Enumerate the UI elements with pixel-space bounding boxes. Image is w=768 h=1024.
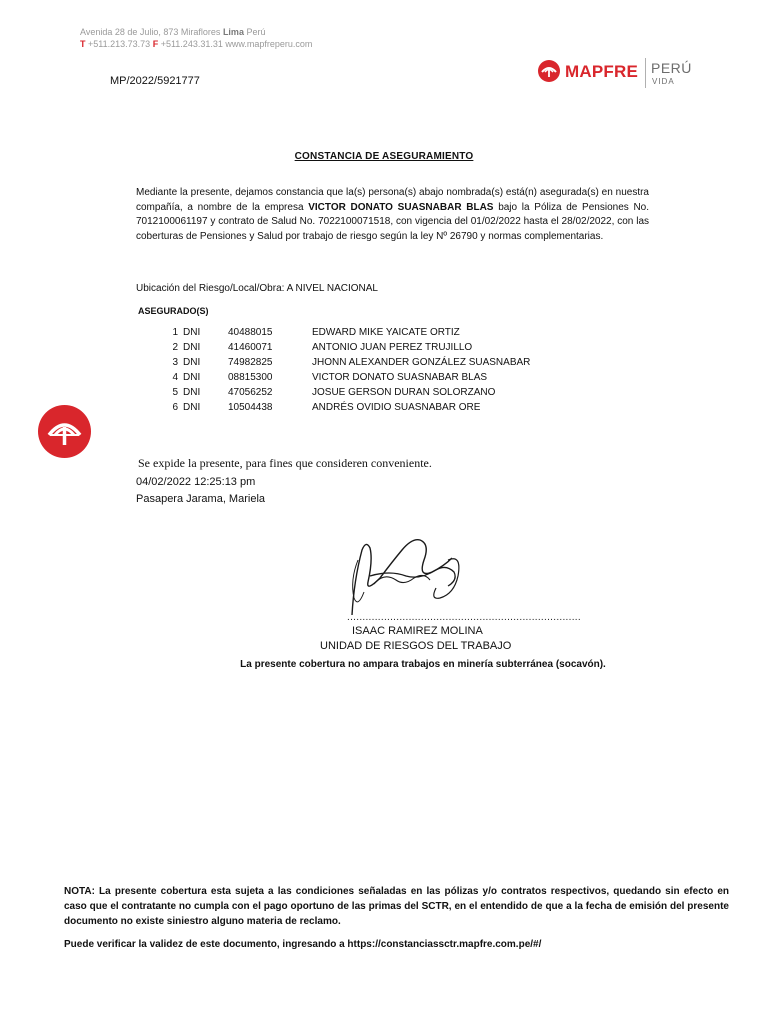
mapfre-emblem-icon	[538, 60, 560, 82]
logo-divider	[645, 58, 646, 88]
company-address	[80, 26, 312, 50]
website-link[interactable]: www.mapfreperu.com	[225, 39, 313, 49]
logo-brand: MAPFRE	[565, 62, 638, 81]
list-item: 1 DNI 40488015 EDWARD MIKE YAICATE ORTIZ	[172, 327, 460, 338]
logo-country: PERÚ	[651, 60, 692, 76]
body-paragraph: Mediante la presente, dejamos constancia que la(s) persona(s) abajo nombrada(s) está(n) asegurada(s) en nuestra compañía, a nombre de la empresa VICTOR DONATO SUASNABAR BLAS bajo la Póliza de Pensiones No. 7012100061197 y contrato de Salud No. 7022100071518, con vigencia del 01/02/2022 hasta el 28/02/2022, con las coberturas de Pensiones y Salud por trabajo de riesgo según la ley Nº 26790 y normas complementarias.	[136, 187, 650, 242]
contact-line	[80, 38, 312, 50]
handwritten-signature	[340, 520, 480, 620]
fax-number: +511.243.31.31	[160, 39, 223, 49]
footer-note: NOTA: La presente cobertura esta sujeta a las condiciones señaladas en las pólizas y/o contratos respectivos, quedando sin efecto en caso que el contratante no cumpla con el pago oportuno de las primas del SCTR, en el entendido de que a la fecha de emisión del presente documento no existe siniestro alguno materia de reclamo.	[64, 886, 729, 927]
address-line: Avenida 28 de Julio, 873 Miraflores Lima Perú	[80, 27, 266, 37]
signer-unit: UNIDAD DE RIESGOS DEL TRABAJO	[320, 640, 512, 652]
insured-header: ASEGURADO(S)	[138, 306, 209, 316]
mapfre-logo	[538, 56, 698, 92]
company-name: VICTOR DONATO SUASNABAR BLAS	[308, 201, 494, 213]
insured-list	[160, 327, 580, 417]
risk-location: Ubicación del Riesgo/Local/Obra: A NIVEL NACIONAL	[136, 283, 378, 294]
issuer-name: Pasapera Jarama, Mariela	[136, 493, 266, 505]
document-reference: MP/2022/5921777	[110, 75, 200, 87]
expedition-statement: Se expide la presente, para fines que consideren conveniente.	[138, 456, 432, 470]
list-item: 6 DNI 10504438 ANDRÉS OVIDIO SUASNABAR ORE	[172, 402, 481, 413]
list-item: 2 DNI 41460071 ANTONIO JUAN PEREZ TRUJILLO	[172, 342, 473, 353]
logo-line: VIDA	[652, 77, 675, 86]
signer-name: ISAAC RAMIREZ MOLINA	[352, 625, 483, 637]
phone-label: T	[80, 39, 86, 49]
mining-exclusion: La presente cobertura no ampara trabajos en minería subterránea (socavón).	[240, 659, 606, 670]
phone-number: +511.213.73.73	[88, 39, 151, 49]
fax-label: F	[152, 39, 159, 49]
list-item: 4 DNI 08815300 VICTOR DONATO SUASNABAR BLAS	[172, 372, 488, 383]
verification-notice: Puede verificar la validez de este documento, ingresando a https://constanciassctr.mapfre.com.pe/#/	[64, 939, 542, 950]
document-title: CONSTANCIA DE ASEGURAMIENTO	[294, 151, 474, 162]
issue-datetime: 04/02/2022 12:25:13 pm	[136, 476, 256, 488]
list-item: 3 DNI 74982825 JHONN ALEXANDER GONZÁLEZ SUASNABAR	[172, 357, 531, 368]
signature-line: ............................................................................	[347, 612, 581, 623]
address-city: Lima	[222, 27, 244, 37]
list-item: 5 DNI 47056252 JOSUE GERSON DURAN SOLORZANO	[172, 387, 496, 398]
mapfre-seal-icon	[38, 405, 91, 458]
